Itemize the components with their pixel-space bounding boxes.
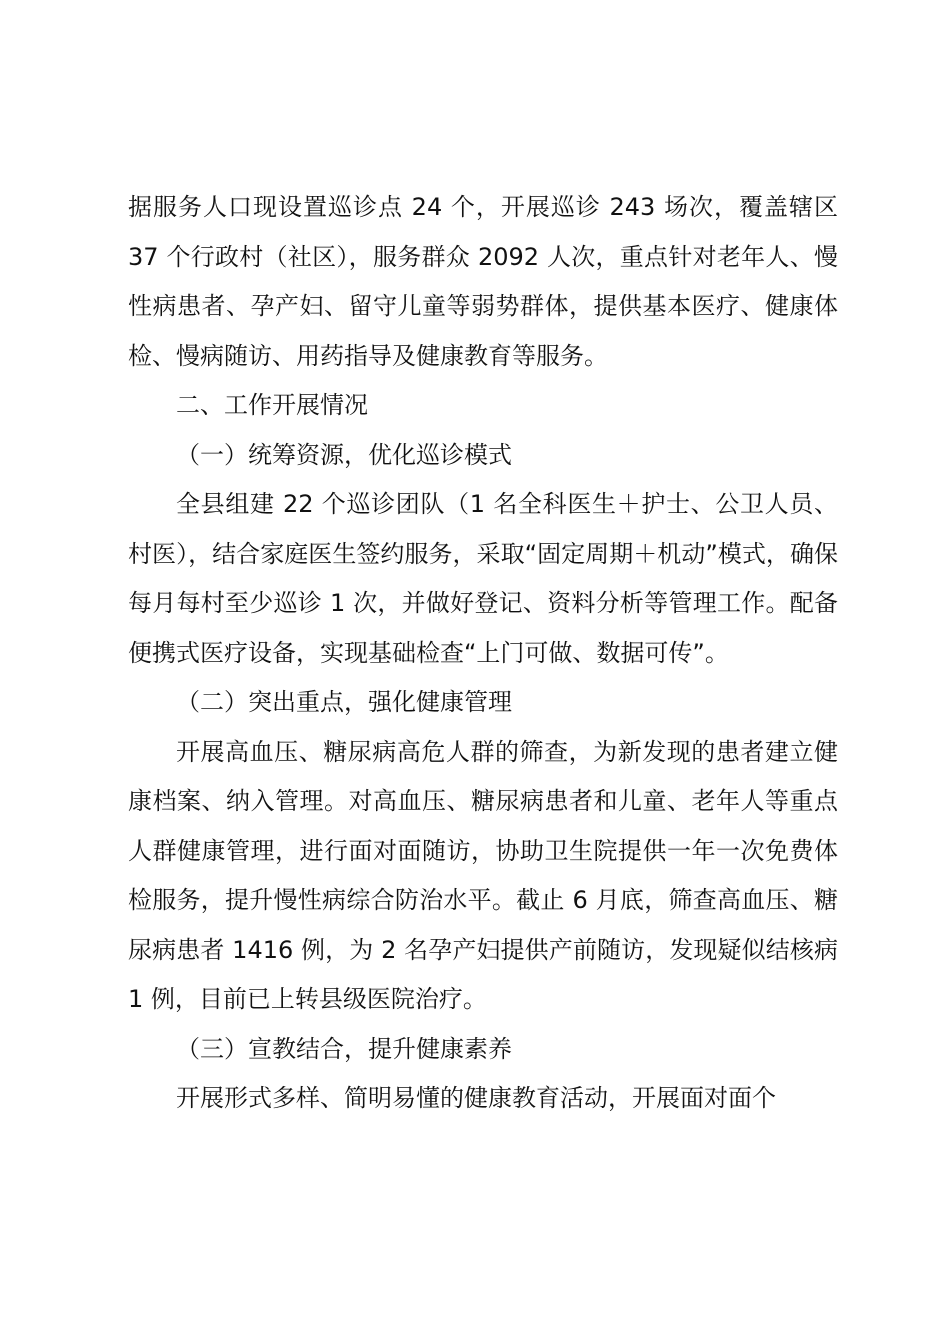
paragraph-health-management: 开展高血压、糖尿病高危人群的筛查，为新发现的患者建立健康档案、纳入管理。对高血压、糖尿病患者和儿童、老年人等重点人群健康管理，进行面对面随访，协助卫生院提供一年一次免费体检服务，提升慢性病综合防治水平。截止 6 月底，筛查高血压、糖尿病患者 1416 例，为 2 名孕产妇提供产前随访，发现疑似结核病 1 例，目前已上转县级医院治疗。 [128,737,838,1013]
paragraph-health-education: 开展形式多样、简明易懂的健康教育活动，开展面对面个 [176,1084,776,1112]
subheading-resource-coordination: （一）统筹资源，优化巡诊模式 [176,440,512,469]
paragraph-resource-coordination: 全县组建 22 个巡诊团队（1 名全科医生＋护士、公卫人员、村医），结合家庭医生签约服务，采取“固定周期＋机动”模式，确保每月每村至少巡诊 1 次，并做好登记、资料分析等管理工作。配备便携式医疗设备，实现基础检查“上门可做、数据可传”。 [128,490,838,667]
subheading-health-education: （三）宣教结合，提升健康素养 [176,1034,512,1063]
section-heading-work-progress: 二、工作开展情况 [176,391,368,419]
document-body [128,183,838,1124]
subheading-health-management: （二）突出重点，强化健康管理 [176,688,512,716]
paragraph-service-summary: 据服务人口现设置巡诊点 24 个，开展巡诊 243 场次，覆盖辖区 37 个行政村（社区），服务群众 2092 人次，重点针对老年人、慢性病患者、孕产妇、留守儿童等弱势群体，提供基本医疗、健康体检、慢病随访、用药指导及健康教育等服务。 [128,193,838,370]
